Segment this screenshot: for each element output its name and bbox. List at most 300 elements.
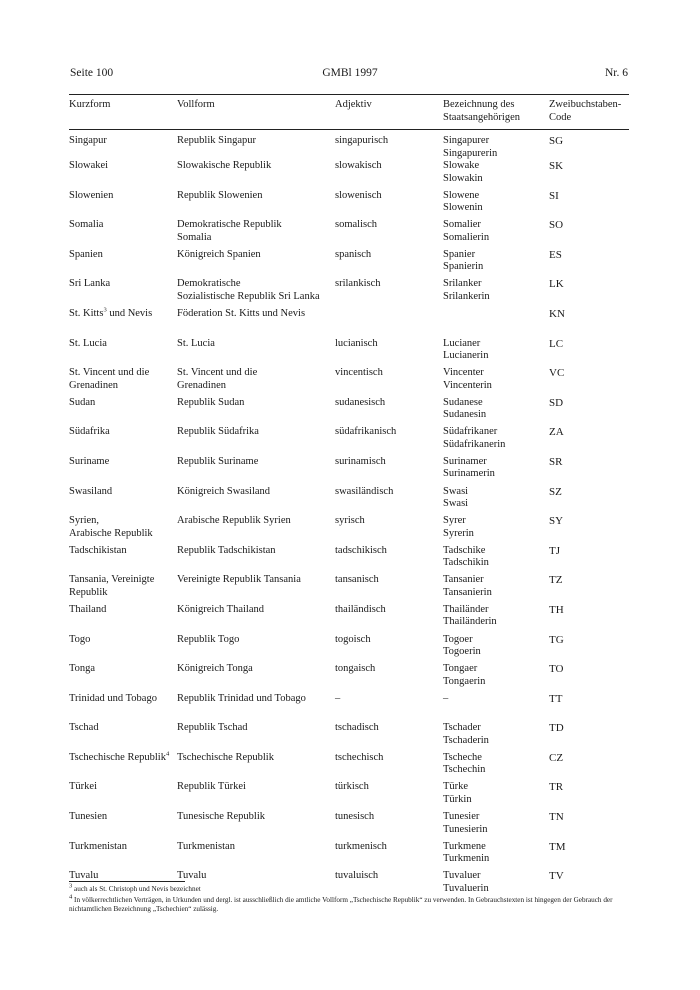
- bezeichnung-cell: [443, 545, 549, 575]
- bezeichnung-cell: [443, 219, 549, 249]
- country-code: TM: [549, 840, 566, 853]
- country-code: TH: [549, 603, 564, 616]
- code-cell: [549, 811, 631, 841]
- adjektiv-cell: [335, 367, 443, 397]
- bezeichnung-text: Somalier: [443, 219, 481, 231]
- bezeichnung-text: Südafrikaner: [443, 426, 498, 438]
- country-code: CZ: [549, 751, 564, 764]
- vollform-text: Republik Suriname: [177, 455, 259, 467]
- table-body: [69, 129, 631, 900]
- adjektiv-text: tschadisch: [335, 722, 379, 734]
- table-row: [69, 604, 631, 634]
- code-cell: [549, 397, 631, 427]
- bezeichnung-text: Tongaer: [443, 663, 478, 675]
- adjektiv-cell: [335, 160, 443, 190]
- adjektiv-cell: [335, 426, 443, 456]
- country-code: TG: [549, 633, 564, 646]
- kurzform-text: Singapur: [69, 135, 107, 146]
- country-code: SR: [549, 455, 563, 468]
- adjektiv-text: tadschikisch: [335, 544, 387, 556]
- adjektiv-cell: [335, 515, 443, 545]
- adjektiv-cell: [335, 722, 443, 752]
- vollform-text: Vereinigte Republik Tansania: [177, 574, 301, 586]
- vollform-text: Königreich Thailand: [177, 603, 264, 615]
- kurzform-text-after: und Nevis: [106, 307, 153, 319]
- header-text: Staatsangehörigen: [443, 111, 520, 123]
- kurzform-cell: [69, 219, 177, 249]
- vollform-cell: [177, 338, 335, 368]
- vollform-cell: [177, 752, 335, 782]
- bezeichnung-cell: [443, 129, 549, 160]
- kurzform-cell: [69, 190, 177, 220]
- code-cell: [549, 338, 631, 368]
- adjektiv-cell: [335, 397, 443, 427]
- kurzform-cell: [69, 278, 177, 308]
- country-code: TJ: [549, 544, 560, 557]
- kurzform-text: Tonga: [69, 663, 96, 675]
- adjektiv-cell: [335, 811, 443, 841]
- kurzform-text: St. Vincent und die: [69, 367, 150, 379]
- adjektiv-cell: [335, 752, 443, 782]
- kurzform-cell: [69, 515, 177, 545]
- vollform-cell: [177, 219, 335, 249]
- country-table: [69, 96, 631, 900]
- gazette-title: GMBl 1997: [322, 67, 378, 79]
- code-cell: [549, 190, 631, 220]
- kurzform-cell: [69, 841, 177, 871]
- bezeichnung-text: Sudanese: [443, 396, 483, 408]
- bezeichnung-text: Slowenin: [443, 202, 483, 214]
- country-code: KN: [549, 307, 565, 320]
- vollform-text: Republik Togo: [177, 633, 240, 645]
- bezeichnung-text: Vincenterin: [443, 379, 492, 391]
- bezeichnung-cell: [443, 841, 549, 871]
- bezeichnung-cell: [443, 663, 549, 693]
- vollform-text: Republik Slowenien: [177, 189, 263, 201]
- bezeichnung-text: Togoer: [443, 633, 473, 645]
- bezeichnung-cell: [443, 160, 549, 190]
- header-text: Zweibuchstaben-: [549, 99, 622, 110]
- code-cell: [549, 545, 631, 575]
- page-number: Seite 100: [70, 67, 114, 79]
- vollform-text: Republik Türkei: [177, 781, 246, 793]
- vollform-text: Tuvalu: [177, 870, 207, 882]
- bezeichnung-cell: [443, 367, 549, 397]
- bezeichnung-text: Vincenter: [443, 367, 484, 379]
- adjektiv-cell: [335, 545, 443, 575]
- vollform-cell: [177, 129, 335, 160]
- bezeichnung-cell: [443, 574, 549, 604]
- bezeichnung-text: Turkmene: [443, 840, 486, 852]
- vollform-text: Somalia: [177, 231, 212, 243]
- bezeichnung-text: Sudanesin: [443, 409, 487, 421]
- table-row: [69, 338, 631, 368]
- code-cell: [549, 604, 631, 634]
- country-code: ZA: [549, 426, 564, 439]
- adjektiv-text: somalisch: [335, 219, 377, 231]
- bezeichnung-text: Tschaderin: [443, 734, 489, 746]
- vollform-cell: [177, 486, 335, 516]
- kurzform-cell: [69, 426, 177, 456]
- adjektiv-text: singapurisch: [335, 135, 389, 146]
- footnote-text: auch als St. Christoph und Nevis bezeichnet: [74, 885, 201, 893]
- kurzform-text: St. Lucia: [69, 337, 107, 349]
- bezeichnung-cell: [443, 338, 549, 368]
- kurzform-text: Somalia: [69, 219, 104, 231]
- code-cell: [549, 486, 631, 516]
- vollform-text: Republik Singapur: [177, 135, 257, 146]
- code-cell: [549, 278, 631, 308]
- country-code: TT: [549, 692, 563, 705]
- table-row: [69, 781, 631, 811]
- bezeichnung-text: Togoerin: [443, 646, 481, 657]
- kurzform-text: Thailand: [69, 603, 107, 615]
- vollform-cell: [177, 249, 335, 279]
- vollform-cell: [177, 367, 335, 397]
- table-row: [69, 219, 631, 249]
- bezeichnung-text: Tunesier: [443, 811, 480, 823]
- vollform-cell: [177, 781, 335, 811]
- adjektiv-text: swasiländisch: [335, 485, 394, 497]
- vollform-text: Tunesische Republik: [177, 811, 265, 823]
- code-cell: [549, 129, 631, 160]
- country-code: TN: [549, 811, 564, 824]
- adjektiv-cell: [335, 129, 443, 160]
- adjektiv-text: togoisch: [335, 633, 371, 645]
- adjektiv-text: türkisch: [335, 781, 369, 793]
- kurzform-text: Sudan: [69, 396, 96, 408]
- kurzform-line: [69, 752, 177, 765]
- kurzform-line: [69, 308, 177, 321]
- vollform-text: Grenadinen: [177, 379, 226, 391]
- country-code: SD: [549, 396, 564, 409]
- code-cell: [549, 515, 631, 545]
- bezeichnung-text: Tansanierin: [443, 586, 492, 598]
- kurzform-text: Suriname: [69, 455, 110, 467]
- adjektiv-text: –: [335, 692, 341, 704]
- header-text: Code: [549, 111, 572, 123]
- kurzform-text: Turkmenistan: [69, 840, 127, 852]
- code-cell: [549, 367, 631, 397]
- kurzform-cell: [69, 811, 177, 841]
- col-bezeichnung-header: [443, 96, 549, 129]
- bezeichnung-cell: [443, 397, 549, 427]
- adjektiv-text: thailändisch: [335, 603, 386, 615]
- country-code: VC: [549, 367, 565, 380]
- vollform-cell: [177, 663, 335, 693]
- footnote-mark: 4: [69, 893, 73, 901]
- kurzform-text: Tunesien: [69, 811, 108, 823]
- col-code-header: [549, 96, 631, 129]
- vollform-cell: [177, 693, 335, 723]
- code-cell: [549, 219, 631, 249]
- vollform-cell: [177, 841, 335, 871]
- code-cell: [549, 722, 631, 752]
- bezeichnung-text: Tuvaluerin: [443, 882, 489, 894]
- kurzform-text: Spanien: [69, 248, 103, 260]
- adjektiv-cell: [335, 278, 443, 308]
- bezeichnung-cell: [443, 604, 549, 634]
- table-row: [69, 486, 631, 516]
- code-cell: [549, 752, 631, 782]
- table-row: [69, 663, 631, 693]
- kurzform-cell: [69, 367, 177, 397]
- adjektiv-text: vincentisch: [335, 367, 383, 379]
- bezeichnung-text: Syrerin: [443, 527, 474, 539]
- table-row: [69, 545, 631, 575]
- bezeichnung-cell: [443, 515, 549, 545]
- vollform-cell: [177, 811, 335, 841]
- bezeichnung-cell: [443, 634, 549, 664]
- bezeichnung-cell: [443, 249, 549, 279]
- bezeichnung-text: Lucianer: [443, 337, 481, 349]
- kurzform-text: Grenadinen: [69, 379, 118, 391]
- adjektiv-cell: [335, 249, 443, 279]
- adjektiv-text: südafrikanisch: [335, 426, 397, 438]
- col-adjektiv-header: [335, 96, 443, 129]
- bezeichnung-text: Türke: [443, 781, 469, 793]
- kurzform-cell: [69, 663, 177, 693]
- header-text: Vollform: [177, 99, 215, 110]
- vollform-text: Arabische Republik Syrien: [177, 515, 291, 527]
- adjektiv-text: sudanesisch: [335, 396, 386, 408]
- footnote-text: In völkerrechtlichen Verträgen, in Urkunden und dergl. ist ausschließlich die amtliche Vollform „Tschechische Republik“ zu verwenden. In Gebrauchstexten ist hingegen der Gebrauch der nichtamtlichen Bezeichnung „Tschechien“ zulässig.: [69, 896, 613, 913]
- bezeichnung-cell: [443, 752, 549, 782]
- country-code: TO: [549, 663, 564, 676]
- country-code: LK: [549, 278, 564, 291]
- bezeichnung-text: Tschader: [443, 722, 481, 734]
- kurzform-text: Togo: [69, 633, 91, 645]
- adjektiv-cell: [335, 456, 443, 486]
- adjektiv-text: tansanisch: [335, 574, 379, 586]
- kurzform-text: Trinidad und Tobago: [69, 692, 157, 704]
- bezeichnung-cell: [443, 456, 549, 486]
- table-row: [69, 456, 631, 486]
- adjektiv-text: turkmenisch: [335, 840, 387, 852]
- country-code: TR: [549, 781, 564, 794]
- kurzform-text: Slowenien: [69, 189, 114, 201]
- bezeichnung-text: Turkmenin: [443, 853, 490, 865]
- code-cell: [549, 160, 631, 190]
- bezeichnung-text: Tansanier: [443, 574, 484, 586]
- table-row: [69, 397, 631, 427]
- bezeichnung-text: Türkin: [443, 793, 472, 805]
- vollform-cell: [177, 278, 335, 308]
- footnote-ref: 4: [165, 750, 170, 758]
- bezeichnung-text: Tunesierin: [443, 823, 488, 835]
- kurzform-cell: [69, 545, 177, 575]
- vollform-text: Republik Tschad: [177, 722, 248, 734]
- table-row: [69, 249, 631, 279]
- code-cell: [549, 781, 631, 811]
- bezeichnung-cell: [443, 426, 549, 456]
- vollform-cell: [177, 634, 335, 664]
- adjektiv-text: slowakisch: [335, 160, 382, 171]
- code-cell: [549, 574, 631, 604]
- adjektiv-text: slowenisch: [335, 189, 382, 201]
- kurzform-text: Tuvalu: [69, 870, 99, 882]
- kurzform-text: Tadschikistan: [69, 544, 127, 556]
- kurzform-text: Syrien,: [69, 515, 100, 527]
- vollform-cell: [177, 545, 335, 575]
- footnote-3: [69, 882, 631, 894]
- bezeichnung-text: Thailänderin: [443, 616, 497, 628]
- bezeichnung-text: –: [443, 692, 449, 704]
- bezeichnung-text: Somalierin: [443, 231, 490, 243]
- code-cell: [549, 693, 631, 723]
- footnote-4: [69, 893, 631, 914]
- code-cell: [549, 634, 631, 664]
- adjektiv-text: tongaisch: [335, 663, 376, 675]
- vollform-text: Republik Südafrika: [177, 426, 259, 438]
- vollform-text: Republik Sudan: [177, 396, 245, 408]
- code-cell: [549, 308, 631, 338]
- kurzform-cell: [69, 486, 177, 516]
- table-row: [69, 367, 631, 397]
- vollform-text: St. Vincent und die: [177, 367, 258, 379]
- country-code: TV: [549, 870, 564, 883]
- country-code: SK: [549, 160, 564, 172]
- kurzform-cell: [69, 574, 177, 604]
- adjektiv-cell: [335, 604, 443, 634]
- vollform-cell: [177, 722, 335, 752]
- vollform-cell: [177, 190, 335, 220]
- vollform-cell: [177, 574, 335, 604]
- bezeichnung-text: Tadschikin: [443, 557, 489, 569]
- adjektiv-cell: [335, 663, 443, 693]
- vollform-cell: [177, 426, 335, 456]
- code-cell: [549, 426, 631, 456]
- table-row: [69, 574, 631, 604]
- vollform-cell: [177, 397, 335, 427]
- adjektiv-text: tunesisch: [335, 811, 375, 823]
- kurzform-cell: [69, 308, 177, 338]
- bezeichnung-text: Tongaerin: [443, 675, 486, 687]
- bezeichnung-text: Slowake: [443, 160, 480, 171]
- bezeichnung-text: Swasi: [443, 485, 469, 497]
- adjektiv-cell: [335, 486, 443, 516]
- vollform-cell: [177, 308, 335, 338]
- vollform-text: Tschechische Republik: [177, 751, 274, 763]
- bezeichnung-text: Spanierin: [443, 261, 484, 273]
- adjektiv-text: lucianisch: [335, 337, 378, 349]
- kurzform-text: Arabische Republik: [69, 527, 153, 539]
- bezeichnung-cell: [443, 781, 549, 811]
- table-row: [69, 752, 631, 782]
- kurzform-cell: [69, 693, 177, 723]
- vollform-text: Republik Trinidad und Tobago: [177, 692, 306, 704]
- kurzform-cell: [69, 160, 177, 190]
- adjektiv-text: srilankisch: [335, 278, 381, 290]
- table-row: [69, 129, 631, 160]
- bezeichnung-text: Tschechin: [443, 764, 486, 776]
- bezeichnung-text: Slowakin: [443, 172, 483, 184]
- kurzform-text: Türkei: [69, 781, 97, 793]
- vollform-text: Slowakische Republik: [177, 160, 272, 171]
- bezeichnung-cell: [443, 811, 549, 841]
- header-text: Bezeichnung des: [443, 99, 515, 110]
- col-vollform-header: [177, 96, 335, 129]
- bezeichnung-cell: [443, 722, 549, 752]
- country-code: SY: [549, 515, 564, 528]
- bezeichnung-cell: [443, 278, 549, 308]
- kurzform-text: St. Kitts: [69, 307, 104, 319]
- vollform-text: Königreich Swasiland: [177, 485, 271, 497]
- footnote-ref: 3: [103, 306, 107, 314]
- country-code: ES: [549, 248, 562, 261]
- vollform-cell: [177, 160, 335, 190]
- table-row: [69, 693, 631, 723]
- vollform-text: St. Lucia: [177, 337, 215, 349]
- header-text: Kurzform: [69, 99, 111, 110]
- table-row: [69, 190, 631, 220]
- table-row: [69, 841, 631, 871]
- vollform-cell: [177, 456, 335, 486]
- vollform-text: Königreich Tonga: [177, 663, 253, 675]
- adjektiv-cell: [335, 338, 443, 368]
- table-row: [69, 308, 631, 338]
- table-row: [69, 515, 631, 545]
- adjektiv-cell: [335, 574, 443, 604]
- bezeichnung-cell: [443, 190, 549, 220]
- adjektiv-text: syrisch: [335, 515, 365, 527]
- vollform-text: Demokratische: [177, 278, 241, 290]
- col-kurzform-header: [69, 96, 177, 129]
- kurzform-cell: [69, 397, 177, 427]
- bezeichnung-text: Lucianerin: [443, 350, 489, 362]
- footnote-rule: [69, 881, 185, 882]
- country-code: SO: [549, 219, 564, 232]
- table-row: [69, 634, 631, 664]
- bezeichnung-text: Surinamerin: [443, 468, 495, 480]
- code-cell: [549, 249, 631, 279]
- kurzform-cell: [69, 338, 177, 368]
- top-rule: [69, 94, 629, 95]
- kurzform-cell: [69, 634, 177, 664]
- kurzform-cell: [69, 781, 177, 811]
- vollform-text: Königreich Spanien: [177, 248, 261, 260]
- bezeichnung-text: Tadschike: [443, 544, 486, 556]
- kurzform-text: Tschad: [69, 722, 99, 734]
- code-cell: [549, 841, 631, 871]
- kurzform-text: Slowakei: [69, 160, 109, 171]
- vollform-text: Demokratische Republik: [177, 219, 282, 231]
- kurzform-text: Tschechische Republik: [69, 751, 166, 763]
- code-cell: [549, 663, 631, 693]
- footnote-mark: 3: [69, 882, 73, 890]
- kurzform-text: Swasiland: [69, 485, 113, 497]
- kurzform-cell: [69, 722, 177, 752]
- kurzform-text: Tansania, Vereinigte: [69, 574, 155, 586]
- bezeichnung-text: Surinamer: [443, 455, 487, 467]
- bezeichnung-text: Tscheche: [443, 751, 482, 763]
- kurzform-text: Sri Lanka: [69, 278, 111, 290]
- table-row: [69, 426, 631, 456]
- adjektiv-text: tuvaluisch: [335, 870, 379, 882]
- adjektiv-text: surinamisch: [335, 455, 386, 467]
- adjektiv-cell: [335, 841, 443, 871]
- adjektiv-cell: [335, 693, 443, 723]
- bezeichnung-cell: [443, 308, 549, 338]
- vollform-text: Republik Tadschikistan: [177, 544, 276, 556]
- table-header-row: [69, 96, 631, 129]
- table-row: [69, 160, 631, 190]
- kurzform-cell: [69, 456, 177, 486]
- bezeichnung-text: Tuvaluer: [443, 870, 481, 882]
- vollform-text: Sozialistische Republik Sri Lanka: [177, 290, 320, 302]
- bezeichnung-text: Spanier: [443, 248, 476, 260]
- country-code: LC: [549, 337, 564, 350]
